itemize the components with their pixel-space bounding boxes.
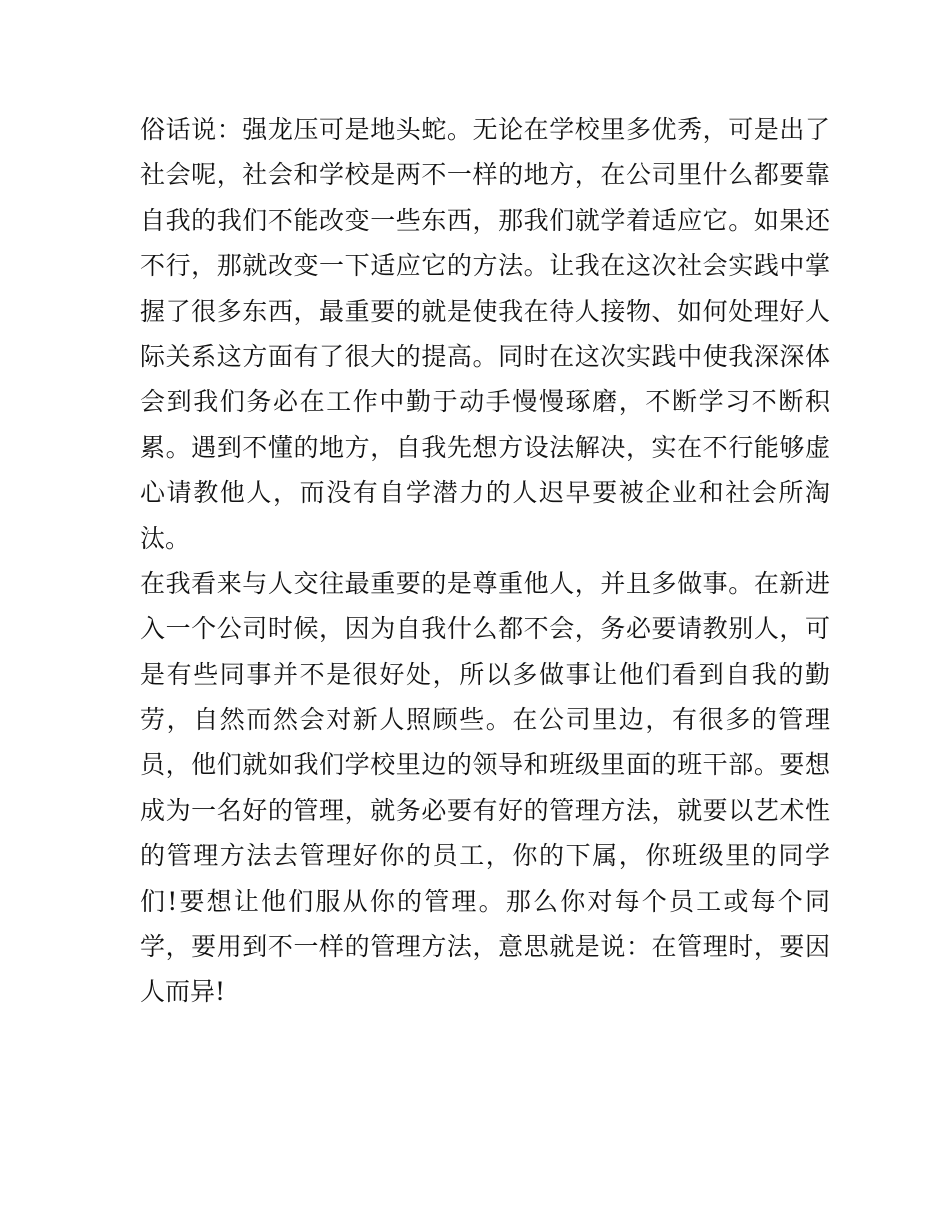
text-line: 俗话说：强龙压可是地头蛇。无论在学校里多优秀，可是出了 [140, 115, 830, 144]
document-body [140, 107, 830, 1015]
text-line: 握了很多东西，最重要的就是使我在待人接物、如何处理好人 [140, 296, 830, 326]
text-line: 入一个公司时候，因为自我什么都不会，务必要请教别人，可 [140, 614, 830, 644]
text-line: 成为一名好的管理，就务必要有好的管理方法，就要以艺术性 [140, 795, 830, 825]
text-line: 学，要用到不一样的管理方法，意思就是说：在管理时，要因 [140, 932, 830, 962]
text-line: 劳，自然而然会对新人照顾些。在公司里边，有很多的管理 [140, 705, 830, 735]
text-line: 在我看来与人交往最重要的是尊重他人，并且多做事。在新进 [140, 568, 830, 598]
text-line: 际关系这方面有了很大的提高。同时在这次实践中使我深深体 [140, 341, 830, 371]
text-line: 累。遇到不懂的地方，自我先想方设法解决，实在不行能够虚 [140, 432, 830, 462]
paragraph-2 [140, 561, 830, 1015]
text-line: 的管理方法去管理好你的员工，你的下属，你班级里的同学 [140, 841, 830, 871]
text-line: 人而异! [140, 977, 226, 1007]
text-line: 们!要想让他们服从你的管理。那么你对每个员工或每个同 [140, 886, 830, 916]
text-line: 心请教他人，而没有自学潜力的人迟早要被企业和社会所淘 [140, 478, 830, 508]
text-line: 是有些同事并不是很好处，所以多做事让他们看到自我的勤 [140, 659, 830, 689]
text-line: 会到我们务必在工作中勤于动手慢慢琢磨，不断学习不断积 [140, 387, 830, 417]
text-line: 社会呢，社会和学校是两不一样的地方，在公司里什么都要靠 [140, 160, 830, 190]
text-line: 员，他们就如我们学校里边的领导和班级里面的班干部。要想 [140, 750, 830, 780]
paragraph-1 [140, 107, 830, 561]
text-line: 汰。 [140, 523, 191, 553]
text-line: 自我的我们不能改变一些东西，那我们就学着适应它。如果还 [140, 205, 830, 235]
text-line: 不行，那就改变一下适应它的方法。让我在这次社会实践中掌 [140, 251, 830, 281]
